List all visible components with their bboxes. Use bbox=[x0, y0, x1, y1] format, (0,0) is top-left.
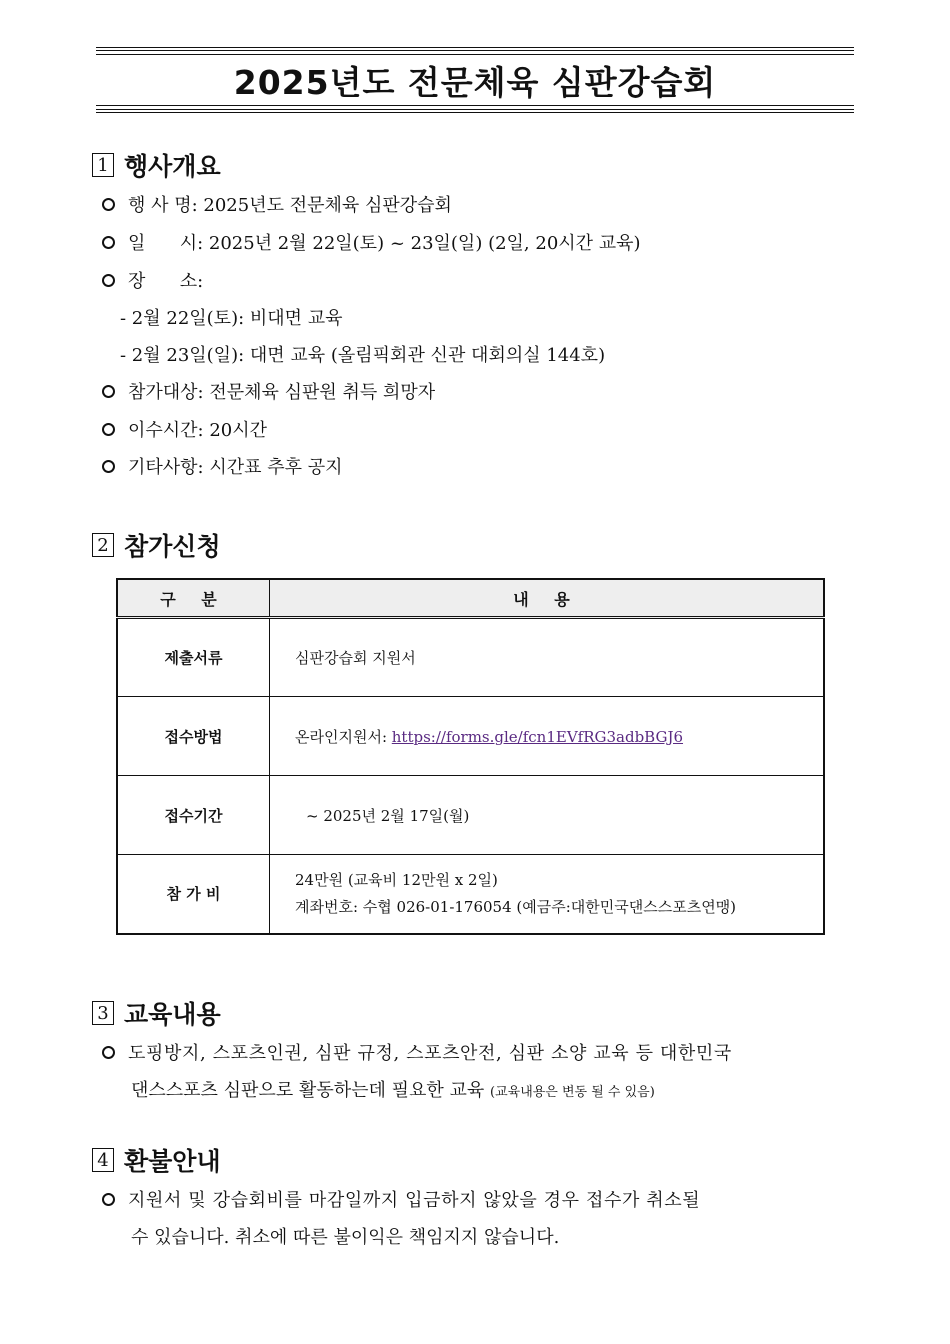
event-name-text: 행 사 명: 2025년도 전문체육 심판강습회 bbox=[128, 195, 452, 216]
row-value-fee bbox=[270, 855, 825, 934]
section-3-title: 교육내용 bbox=[124, 1000, 221, 1029]
circle-bullet-icon bbox=[102, 460, 115, 473]
section-2-title: 참가신청 bbox=[124, 532, 221, 561]
row-label-fee: 참 가 비 bbox=[117, 855, 270, 934]
row-label-documents: 제출서류 bbox=[117, 618, 270, 697]
section-4-heading bbox=[92, 1142, 221, 1178]
overview-place bbox=[102, 267, 203, 293]
application-form-link[interactable]: https://forms.gle/fcn1EVfRG3adbBGJ6 bbox=[391, 727, 684, 746]
circle-bullet-icon bbox=[102, 274, 115, 287]
method-prefix: 온라인지원서: bbox=[295, 727, 392, 746]
title-inner-rule-bottom bbox=[96, 105, 854, 106]
education-text-1: 도핑방지, 스포츠인권, 심판 규정, 스포츠안전, 심판 소양 교육 등 대한민국 bbox=[128, 1043, 732, 1064]
section-4-number: 4 bbox=[92, 1148, 114, 1172]
section-1-number: 1 bbox=[92, 153, 114, 177]
circle-bullet-icon bbox=[102, 1193, 115, 1206]
row-label-method: 접수방법 bbox=[117, 697, 270, 776]
table-row bbox=[117, 855, 824, 934]
refund-line-2: 수 있습니다. 취소에 따른 불이익은 책임지지 않습니다. bbox=[131, 1227, 560, 1248]
hours-text: 이수시간: 20시간 bbox=[128, 420, 268, 441]
datetime-text: 일 시: 2025년 2월 22일(토) ~ 23일(일) (2일, 20시간 교육) bbox=[128, 233, 641, 254]
target-text: 참가대상: 전문체육 심판원 취득 희망자 bbox=[128, 382, 436, 403]
section-3-heading bbox=[92, 995, 221, 1031]
circle-bullet-icon bbox=[102, 1046, 115, 1059]
section-2-number: 2 bbox=[92, 533, 114, 557]
fee-amount: 24만원 (교육비 12만원 x 2일) bbox=[295, 870, 498, 889]
education-line-2 bbox=[131, 1076, 655, 1102]
page-title: 2025년도 전문체육 심판강습회 bbox=[233, 62, 717, 102]
section-3-number: 3 bbox=[92, 1001, 114, 1025]
section-2-heading bbox=[92, 527, 221, 563]
title-box bbox=[96, 47, 854, 113]
application-table bbox=[116, 578, 825, 935]
overview-hours bbox=[102, 416, 267, 442]
education-text-2: 댄스스포츠 심판으로 활동하는데 필요한 교육 bbox=[131, 1080, 485, 1101]
education-note: (교육내용은 변동 될 수 있음) bbox=[490, 1085, 655, 1100]
refund-line-1 bbox=[102, 1186, 700, 1212]
circle-bullet-icon bbox=[102, 423, 115, 436]
overview-datetime bbox=[102, 229, 641, 255]
table-header-content: 내 용 bbox=[270, 579, 825, 618]
circle-bullet-icon bbox=[102, 198, 115, 211]
section-4-title: 환불안내 bbox=[124, 1147, 221, 1176]
row-value-documents: 심판강습회 지원서 bbox=[270, 618, 825, 697]
place-day2: - 2월 23일(일): 대면 교육 (올림픽회관 신관 대회의실 144호) bbox=[120, 345, 606, 366]
table-header-row bbox=[117, 579, 824, 618]
circle-bullet-icon bbox=[102, 385, 115, 398]
section-1-title: 행사개요 bbox=[124, 152, 221, 181]
table-row bbox=[117, 697, 824, 776]
place-day1: - 2월 22일(토): 비대면 교육 bbox=[120, 308, 343, 329]
row-label-period: 접수기간 bbox=[117, 776, 270, 855]
row-value-period: ~ 2025년 2월 17일(월) bbox=[270, 776, 825, 855]
table-header-category: 구 분 bbox=[117, 579, 270, 618]
place-text: 장 소: bbox=[128, 271, 204, 292]
etc-text: 기타사항: 시간표 추후 공지 bbox=[128, 457, 343, 478]
table-row bbox=[117, 618, 824, 697]
overview-target bbox=[102, 378, 435, 404]
fee-account: 계좌번호: 수협 026-01-176054 (예금주:대한민국댄스스포츠연맹) bbox=[295, 897, 737, 916]
section-1-heading bbox=[92, 147, 221, 183]
overview-etc bbox=[102, 453, 343, 479]
row-value-method bbox=[270, 697, 825, 776]
overview-event-name bbox=[102, 191, 452, 217]
education-line-1 bbox=[102, 1039, 732, 1065]
refund-text-1: 지원서 및 강습회비를 마감일까지 입금하지 않았을 경우 접수가 취소될 bbox=[128, 1190, 701, 1211]
table-row bbox=[117, 776, 824, 855]
circle-bullet-icon bbox=[102, 236, 115, 249]
title-inner-rule-top bbox=[96, 54, 854, 55]
